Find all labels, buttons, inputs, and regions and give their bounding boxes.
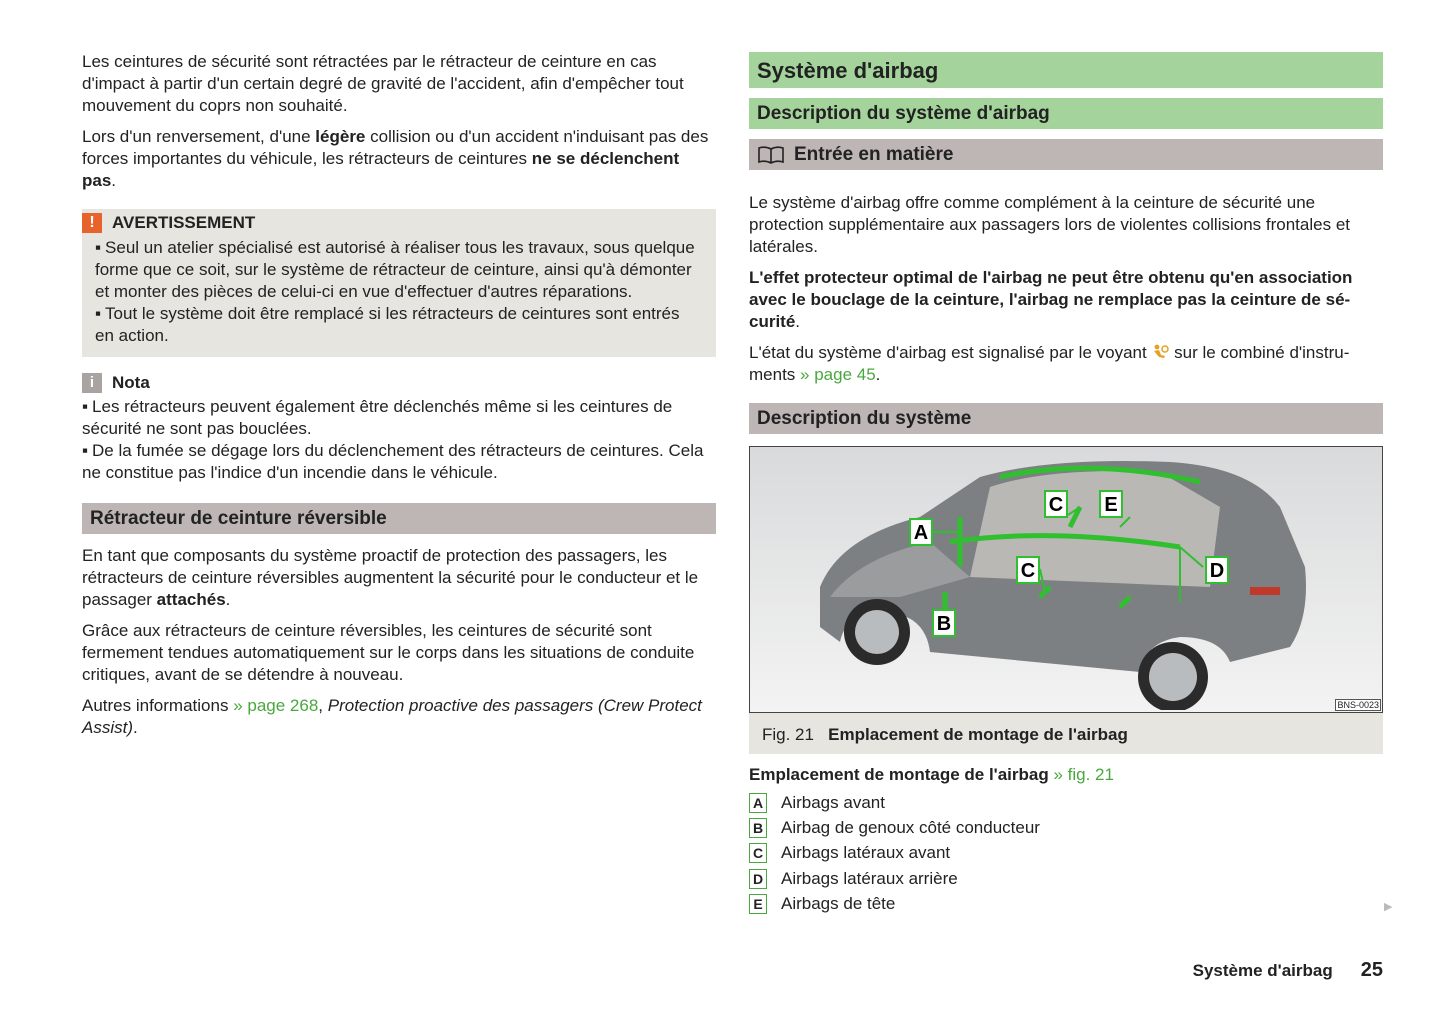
airbag-list — [749, 790, 1383, 916]
paragraph: Les ceintures de sécurité sont rétractées par le rétracteur de ceinture en cas d'impact à partir d'un certain degré de gravité de l'accident, afin d'empêcher tout mouvement du coprs non souhaité. — [82, 52, 684, 115]
figure-label-c: C — [1020, 560, 1036, 582]
text: L'état du système d'airbag est signalisé par le voyant — [749, 343, 1152, 362]
continue-arrow-icon: ▶ — [1384, 901, 1393, 913]
figure-label-a: A — [913, 522, 929, 544]
page-footer — [1193, 959, 1383, 982]
item-label: Airbag de genoux côté conducteur — [781, 817, 1040, 837]
figure-number: Fig. 21 — [762, 725, 814, 744]
paragraph — [82, 695, 716, 739]
page-link[interactable]: » page 45 — [800, 365, 876, 384]
text: . — [875, 365, 881, 384]
warning-box — [82, 209, 716, 357]
nota-title — [82, 372, 716, 394]
list-title-text: Emplacement de montage de l'airbag — [749, 765, 1049, 784]
key-badge: B — [749, 818, 767, 838]
nota-item: ▪ Les rétracteurs peuvent également être déclenchés même si les ceintures de sécurité ne sont pas bouclées. — [82, 396, 716, 440]
text: Autres informations — [82, 696, 234, 715]
paragraph: Grâce aux rétracteurs de ceinture réversibles, les ceintures de sécurité sont fermement tendues automatiquement sur le corps dans les situations de conduite critiques, avant de se détendre à nouveau. — [82, 621, 695, 684]
warning-item: ▪ Seul un atelier spécialisé est autorisé à réaliser tous les travaux, sous quelque forme que ce soit, sur le système de rétracteur de ceinture, ainsi qu'à démonter et monter des pièces de celui-ci en vue d'effectuer d'autres réparations. — [95, 237, 702, 303]
paragraph — [749, 267, 1383, 333]
section-heading: Description du système d'airbag — [749, 98, 1383, 129]
bold-text: légère — [315, 127, 366, 146]
text: . — [111, 171, 117, 190]
paragraph — [749, 342, 1383, 386]
key-badge: A — [749, 793, 767, 813]
nota-title-text: Nota — [112, 373, 150, 392]
bold-text: attachés — [156, 590, 226, 609]
key-badge: E — [749, 894, 767, 914]
page-number: 25 — [1360, 959, 1383, 981]
list-item — [749, 841, 1383, 866]
airbag-figure — [749, 446, 1383, 713]
bold-text: ne se déclenchent pas — [82, 149, 680, 190]
bold-text: L'effet protecteur optimal de l'airbag ne peut être obtenu qu'en association avec le bouclage de la ceinture, l'airbag ne remplace pas la ceinture de sécurité — [749, 268, 1353, 331]
subsection-heading-text: Entrée en matière — [794, 144, 954, 165]
list-item — [749, 866, 1383, 891]
warning-item: ▪ Tout le système doit être remplacé si les rétracteurs de ceintures sont entrés en action. — [95, 303, 702, 347]
text: . — [133, 718, 138, 737]
right-column — [749, 52, 1383, 916]
figure-caption — [749, 713, 1383, 754]
list-item — [749, 790, 1383, 815]
nota-item: ▪ De la fumée se dégage lors du déclenchement des rétracteurs de ceintures. Cela ne constitue pas l'indice d'un incendie dans le véhicule. — [82, 440, 716, 484]
list-item — [749, 815, 1383, 840]
list-item — [749, 891, 1383, 916]
list-title — [749, 765, 1383, 790]
figure-label-b: B — [936, 613, 952, 635]
paragraph — [82, 545, 716, 611]
text: . — [225, 590, 231, 609]
warning-icon: ! — [82, 213, 102, 233]
left-column — [82, 51, 716, 748]
figure-link[interactable]: » fig. 21 — [1053, 765, 1114, 784]
book-icon — [757, 146, 785, 164]
footer-section-title: Système d'airbag — [1192, 961, 1333, 980]
text: , — [318, 696, 328, 715]
car-illustration — [750, 447, 1382, 710]
figure-label-e: E — [1104, 494, 1118, 516]
section-heading: Description du système — [749, 403, 1383, 434]
text: Lors d'un renversement, d'une — [82, 127, 316, 146]
item-label: Airbags de tête — [781, 893, 896, 913]
chapter-heading: Système d'airbag — [749, 52, 1383, 88]
paragraph: Le système d'airbag offre comme complément à la ceinture de sécurité une protection supplémentaire aux passagers lors de violentes collisions frontales et latérales. — [749, 193, 1350, 256]
text: sur le combiné d'instruments — [749, 343, 1350, 384]
text: collision ou d'un accident n'induisant pas des forces importantes du véhicule, les rétracteurs de ceintures — [82, 127, 709, 168]
info-icon: i — [82, 373, 102, 393]
warning-title — [82, 212, 702, 234]
key-badge: D — [749, 869, 767, 889]
airbag-warning-light-icon — [1151, 344, 1169, 360]
key-badge: C — [749, 843, 767, 863]
figure-label-d: D — [1209, 560, 1225, 582]
section-heading: Rétracteur de ceinture réversible — [82, 503, 716, 534]
figure-label-c: C — [1048, 494, 1064, 516]
text: . — [795, 312, 801, 331]
figure-code: BNS-0023 — [1337, 700, 1379, 710]
item-label: Airbags latéraux arrière — [781, 868, 958, 888]
text: En tant que composants du système proactif de protection des passagers, les rétracteurs de ceinture réversibles augmentent la sécurité pour le conducteur et le passager — [82, 546, 699, 609]
paragraph — [82, 126, 716, 192]
subsection-heading — [749, 139, 1383, 170]
item-label: Airbags latéraux avant — [781, 843, 951, 863]
page-link[interactable]: » page 268 — [233, 696, 319, 715]
warning-title-text: AVERTISSEMENT — [112, 213, 256, 232]
figure-title: Emplacement de montage de l'airbag — [828, 725, 1128, 744]
item-label: Airbags avant — [781, 792, 885, 812]
italic-text: Protection proactive des passagers (Crew Protect Assist) — [82, 696, 702, 737]
